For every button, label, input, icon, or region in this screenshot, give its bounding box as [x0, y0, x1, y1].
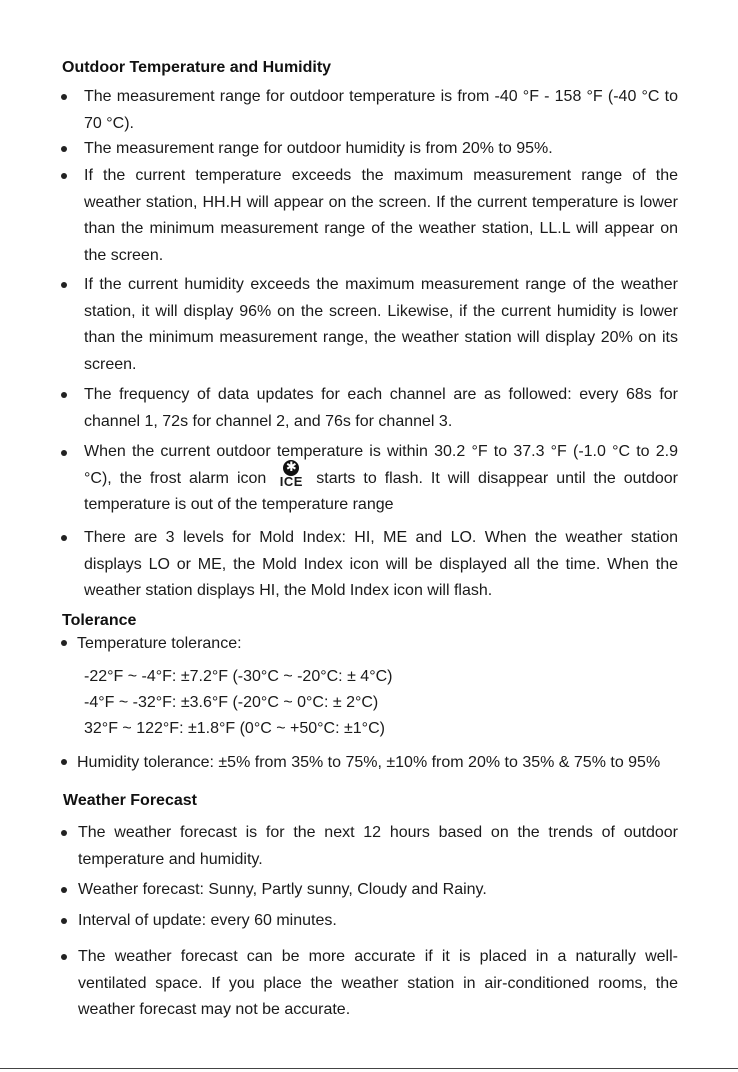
- outdoor-item-temp-out-of-range: If the current temperature exceeds the maximum measurement range of the weather station, HH.H will appear on the screen. If the current temperature is lower than the minimum measurement range of the weather station, LL.L will appear on the screen.: [84, 167, 678, 264]
- tolerance-line-3: 32°F ~ 122°F: ±1.8°F (0°C ~ +50°C: ±1°C): [84, 720, 385, 737]
- section-heading-outdoor: Outdoor Temperature and Humidity: [62, 59, 332, 76]
- forecast-item-types: Weather forecast: Sunny, Partly sunny, Cloudy and Rainy.: [78, 881, 487, 898]
- bullet-icon: [61, 282, 67, 288]
- section-heading-tolerance: Tolerance: [62, 612, 137, 629]
- outdoor-item-frost-alarm: [84, 439, 678, 519]
- outdoor-item-range-humidity: The measurement range for outdoor humidity is from 20% to 95%.: [84, 140, 553, 157]
- forecast-item-placement: The weather forecast can be more accurate if it is placed in a naturally well-ventilated space. If you place the weather station in air-conditioned rooms, the weather forecast may not be accurate.: [78, 948, 678, 1018]
- bullet-icon: [61, 392, 67, 398]
- frost-text-before: When the current outdoor temperature is within 30.2 °F to 37.3 °F (-1.0 °C to 2.9 °C), the frost alarm icon: [84, 443, 678, 487]
- forecast-item-scope: The weather forecast is for the next 12 hours based on the trends of outdoor temperature and humidity.: [78, 824, 678, 868]
- bullet-icon: [61, 759, 67, 765]
- bullet-icon: [61, 830, 67, 836]
- frost-alarm-ice-icon: [278, 459, 304, 492]
- bullet-icon: [61, 640, 67, 646]
- bullet-icon: [61, 887, 67, 893]
- forecast-item-interval: Interval of update: every 60 minutes.: [78, 912, 337, 929]
- bullet-icon: [61, 450, 67, 456]
- tolerance-line-1: -22°F ~ -4°F: ±7.2°F (-30°C ~ -20°C: ± 4°C): [84, 668, 393, 685]
- frost-text-after: starts to flash. It will disappear until the outdoor temperature is out of the temperature range: [84, 469, 679, 513]
- tolerance-line-2: -4°F ~ -32°F: ±3.6°F (-20°C ~ 0°C: ± 2°C): [84, 694, 379, 711]
- bullet-icon: [61, 918, 67, 924]
- section-heading-forecast: Weather Forecast: [63, 792, 197, 809]
- bullet-icon: [61, 535, 67, 541]
- bullet-icon: [61, 173, 67, 179]
- bullet-icon: [61, 954, 67, 960]
- temperature-tolerance-label: Temperature tolerance:: [77, 635, 242, 652]
- outdoor-item-mold-index: There are 3 levels for Mold Index: HI, ME and LO. When the weather station displays LO or ME, the Mold Index icon will be displayed all the time. When the weather station displays HI, the Mold Index icon will flash.: [84, 529, 678, 599]
- outdoor-item-update-frequency: The frequency of data updates for each channel are as followed: every 68s for channel 1, 72s for channel 2, and 76s for channel 3.: [84, 386, 678, 430]
- ice-icon-label: ICE: [279, 473, 303, 489]
- snowflake-icon: ✱: [283, 460, 299, 476]
- page-bottom-rule: [0, 1068, 738, 1069]
- outdoor-item-humidity-out-of-range: If the current humidity exceeds the maximum measurement range of the weather station, it will display 96% on the screen. Likewise, if the current humidity is lower than the minimum measurement range, the weather station will display 20% on its screen.: [84, 276, 678, 373]
- humidity-tolerance: Humidity tolerance: ±5% from 35% to 75%, ±10% from 20% to 35% & 75% to 95%: [77, 754, 661, 771]
- outdoor-item-range-temp: The measurement range for outdoor temperature is from -40 °F - 158 °F (-40 °C to 70 °C).: [84, 88, 678, 132]
- bullet-icon: [61, 146, 67, 152]
- bullet-icon: [61, 94, 67, 100]
